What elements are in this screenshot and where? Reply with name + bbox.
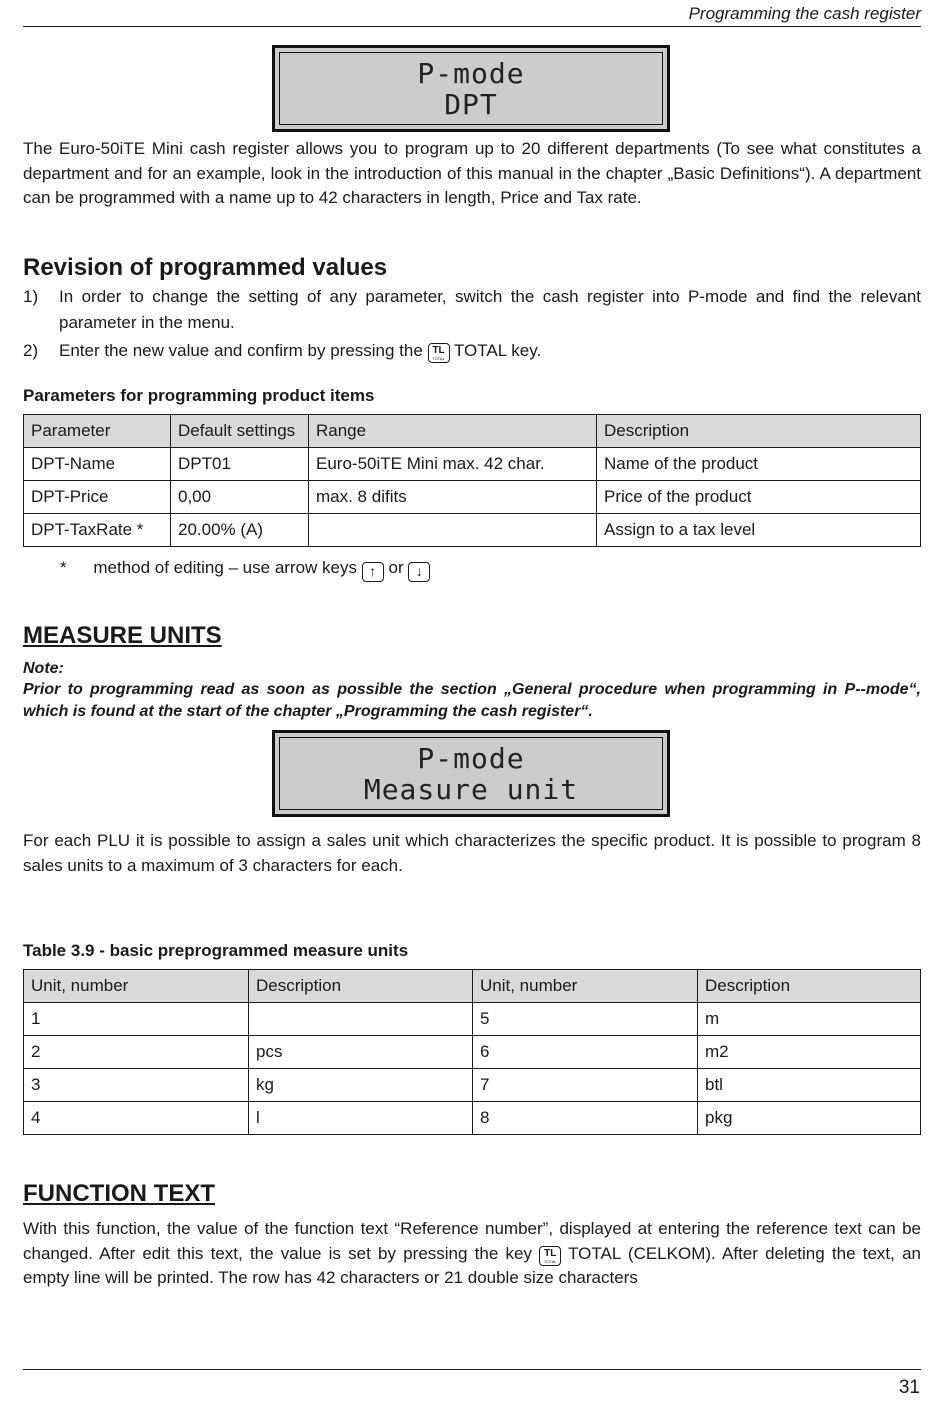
footnote-mark: * [60,558,67,577]
table-cell: DPT-TaxRate * [24,514,171,547]
total-key-icon [539,1246,561,1266]
table-cell: 0,00 [171,481,309,514]
table-cell: DPT01 [171,448,309,481]
table-cell: max. 8 difits [309,481,597,514]
table-cell: m [698,1003,921,1036]
table-cell: pcs [249,1036,473,1069]
lcd-line-2: Measure unit [363,772,579,806]
table-cell: 5 [473,1003,698,1036]
list-text: In order to change the setting of any parameter, switch the cash register into P-mode and find the relevant parameter in the menu. [59,287,921,332]
key-icon-bottom: TOTAL [543,1258,557,1264]
measure-paragraph: For each PLU it is possible to assign a sales unit which characterizes the specific product. It is possible to program 8 sales units to a maximum of 3 characters for each. [23,831,921,875]
table-cell [309,514,597,547]
table-cell: Price of the product [597,481,921,514]
table-header-row [24,970,921,1003]
table-cell: 1 [24,1003,249,1036]
params-footnote [60,558,430,582]
table-row [24,1036,921,1069]
params-table [23,414,921,547]
table-header-cell: Description [249,970,473,1003]
table-cell: 8 [473,1102,698,1135]
table-header-cell: Description [597,415,921,448]
function-text-paragraph [23,1217,921,1291]
table-row [24,448,921,481]
table-header-cell: Unit, number [473,970,698,1003]
running-header: Programming the cash register [688,4,921,23]
key-icon-bottom: TOTAL [432,356,445,361]
revision-item-1 [23,284,921,336]
table-header-cell: Unit, number [24,970,249,1003]
table-row [24,1069,921,1102]
table-cell: btl [698,1069,921,1102]
note-label: Note: [23,660,64,677]
revision-heading: Revision of programmed values [23,254,388,281]
table-cell: 6 [473,1036,698,1069]
table-cell: pkg [698,1102,921,1135]
header-rule [23,26,921,27]
footnote-or: or [388,558,404,577]
intro-paragraph: The Euro-50iTE Mini cash register allows you to program up to 20 different departments (To see what constitutes a department and for an example, look in the introduction of this manual in the chapter „Basic Definitions“). A department can be programmed with a name up to 42 characters in length, Price and Tax rate. [23,139,921,207]
table-cell: l [249,1102,473,1135]
list-number: 1) [23,287,39,306]
total-key-icon [428,343,450,363]
table-row [24,1003,921,1036]
item2-text-after: TOTAL key. [453,341,542,360]
lcd-line-2: DPT [444,87,498,121]
lcd-line-1: P-mode [417,741,525,775]
note-text: Prior to programming read as soon as possible the section „General procedure when programming in P--mode“, which is found at the start of the chapter „Programming the cash register“. [23,681,921,720]
item2-text-before: Enter the new value and confirm by pressing the [59,341,423,360]
table-row [24,1102,921,1135]
measure-heading: MEASURE UNITS [23,622,222,649]
table-cell: 4 [24,1102,249,1135]
page-number: 31 [898,1377,920,1398]
table-header-cell: Parameter [24,415,171,448]
table-cell: Assign to a tax level [597,514,921,547]
measure-units-table [23,969,921,1135]
table-cell: kg [249,1069,473,1102]
lcd-line-1: P-mode [417,56,525,90]
footer-rule [23,1369,921,1370]
function-text-after: TOTAL (CELKOM). After deleting the text, an empty line will be printed. The row has 42 characters or 21 double size characters [23,1243,921,1287]
table-header-cell: Default settings [171,415,309,448]
measure-table-heading: Table 3.9 - basic preprogrammed measure units [23,941,409,960]
table-cell: DPT-Name [24,448,171,481]
arrow-down-key-icon: ↓ [408,562,430,582]
footnote-text: method of editing – use arrow keys [93,558,358,577]
table-cell: Euro-50iTE Mini max. 42 char. [309,448,597,481]
lcd-display-measure [272,730,670,817]
table-cell: m2 [698,1036,921,1069]
table-cell: 2 [24,1036,249,1069]
table-header-cell: Range [309,415,597,448]
table-cell: 7 [473,1069,698,1102]
table-header-cell: Description [698,970,921,1003]
revision-item-2 [23,338,921,364]
table-row [24,481,921,514]
key-icon-top: TL [544,1247,557,1259]
table-cell: 20.00% (A) [171,514,309,547]
params-heading: Parameters for programming product items [23,386,375,405]
table-header-row [24,415,921,448]
arrow-up-key-icon: ↑ [362,562,384,582]
table-cell: 3 [24,1069,249,1102]
table-cell: Name of the product [597,448,921,481]
list-text [59,338,921,364]
function-text-before: With this function, the value of the function text “Reference number”, displayed at entering the reference text can be changed. After edit this text, the value is set by pressing the key [23,1219,921,1263]
table-cell: DPT-Price [24,481,171,514]
table-row [24,514,921,547]
function-text-heading: FUNCTION TEXT [23,1180,215,1207]
list-number: 2) [23,341,39,360]
key-icon-top: TL [432,345,445,356]
lcd-display-dpt [272,45,670,132]
table-cell [249,1003,473,1036]
